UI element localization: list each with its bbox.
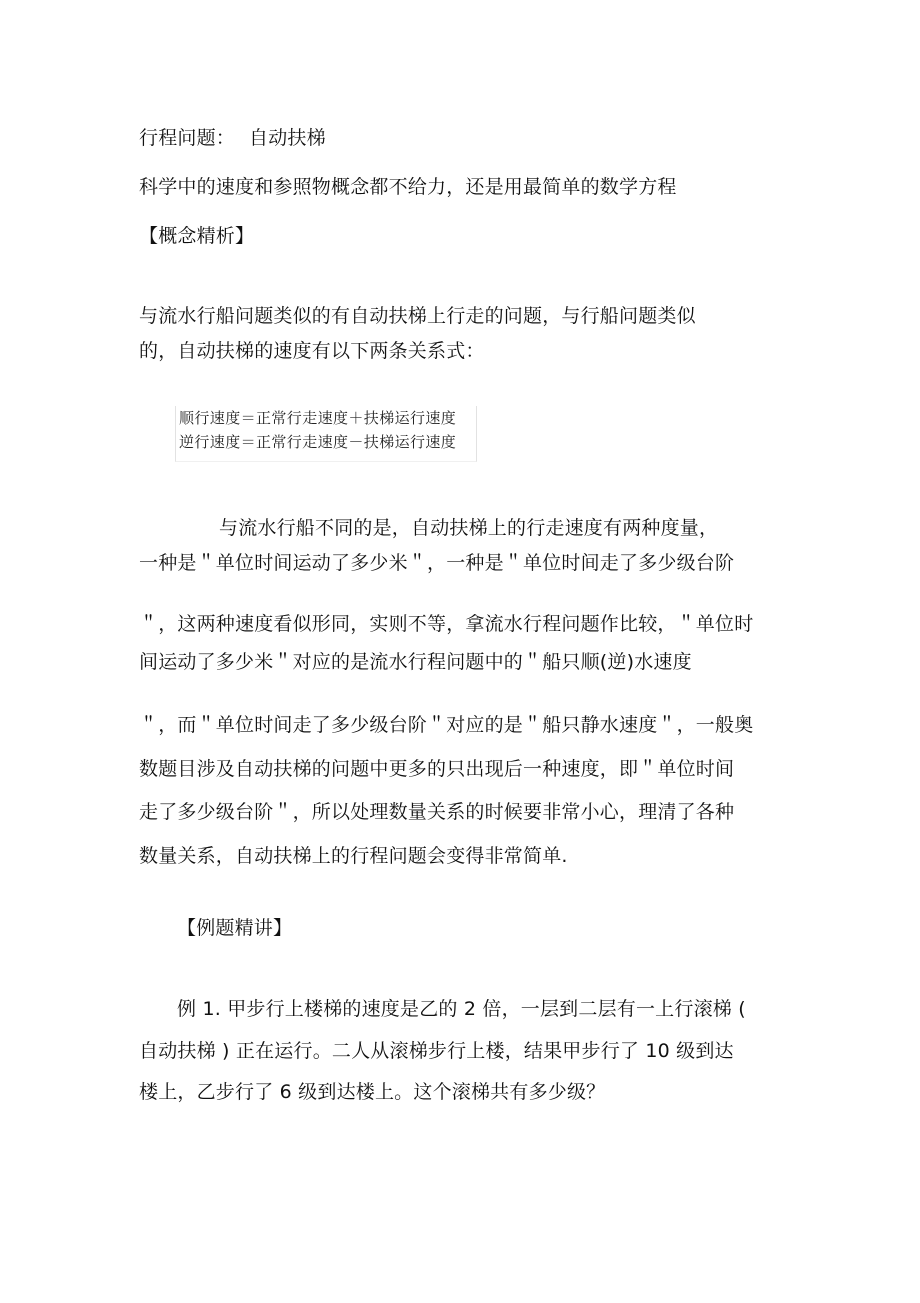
intro-line-1: 与流水行船问题类似的有自动扶梯上行走的问题，与行船问题类似 <box>139 305 696 327</box>
title-line <box>139 126 326 150</box>
body-line-8: 数量关系，自动扶梯上的行程问题会变得非常简单. <box>139 845 568 867</box>
example-line-2: 自动扶梯 ) 正在运行。二人从滚梯步行上楼，结果甲步行了 10 级到达 <box>139 1040 734 1062</box>
intro-line-2: 的，自动扶梯的速度有以下两条关系式： <box>139 340 485 362</box>
example-header: 【例题精讲】 <box>177 917 293 939</box>
body-line-4: 间运动了多少米＂对应的是流水行程问题中的＂船只顺(逆)水速度 <box>139 651 692 673</box>
body-line-6: 数题目涉及自动扶梯的问题中更多的只出现后一种速度，即＂单位时间 <box>139 758 735 780</box>
body-line-1: 与流水行船不同的是，自动扶梯上的行走速度有两种度量， <box>219 517 719 539</box>
body-line-3: ＂，这两种速度看似形同，实则不等，拿流水行程问题作比较，＂单位时 <box>139 613 754 635</box>
title-topic: 自动扶梯 <box>249 127 326 149</box>
subtitle: 科学中的速度和参照物概念都不给力，还是用最简单的数学方程 <box>139 176 677 198</box>
example-line-1: 例 1. 甲步行上楼梯的速度是乙的 2 倍，一层到二层有一上行滚梯 ( <box>177 998 746 1020</box>
body-line-2: 一种是＂单位时间运动了多少米＂，一种是＂单位时间走了多少级台阶 <box>139 552 735 574</box>
body-line-5: ＂，而＂单位时间走了多少级台阶＂对应的是＂船只静水速度＂，一般奥 <box>139 714 754 736</box>
concept-header: 【概念精析】 <box>139 225 255 247</box>
formula-box <box>175 406 477 462</box>
title-label: 行程问题： <box>139 127 236 149</box>
body-line-7: 走了多少级台阶＂，所以处理数量关系的时候要非常小心，理清了各种 <box>139 801 735 823</box>
formula-reverse: 逆行速度＝正常行走速度－扶梯运行速度 <box>179 433 457 451</box>
example-line-3: 楼上，乙步行了 6 级到达楼上。这个滚梯共有多少级？ <box>139 1081 606 1103</box>
formula-forward: 顺行速度＝正常行走速度＋扶梯运行速度 <box>179 409 457 427</box>
